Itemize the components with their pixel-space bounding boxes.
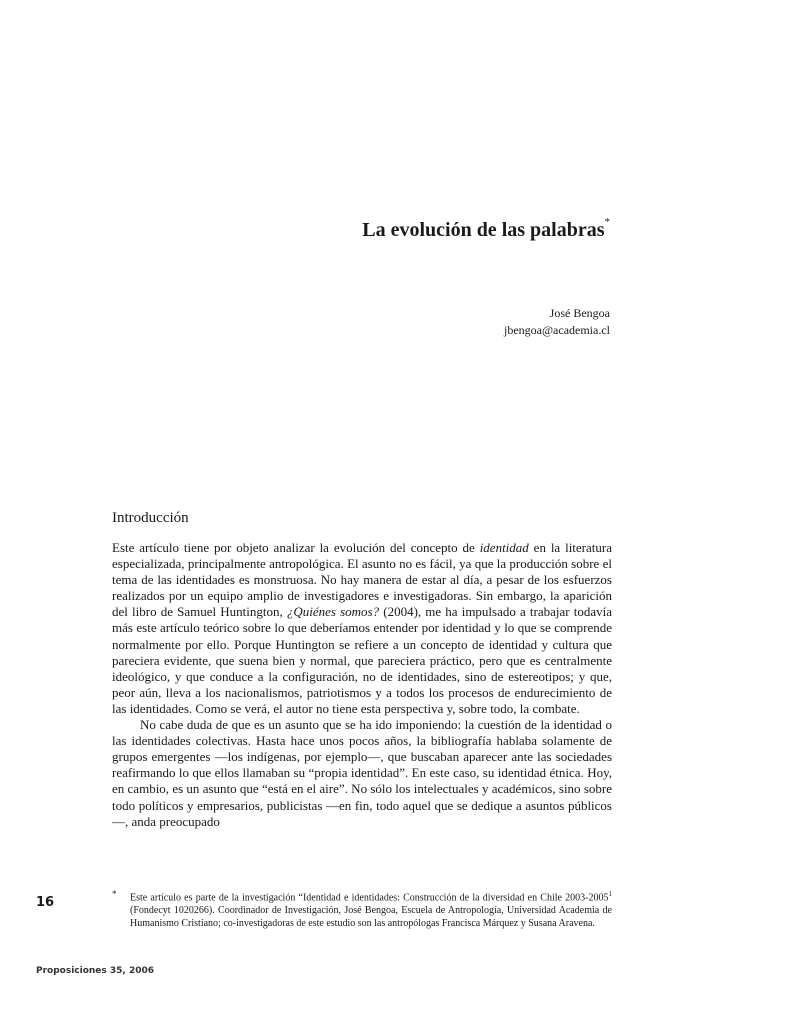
title-footnote-mark: *	[604, 216, 610, 228]
footnote-text-part-1: Este artículo es parte de la investigación “Identidad e identidades: Construcción de la diversidad en Chile 2003-2005	[130, 892, 609, 904]
paragraph-1-italic-book-title: ¿Quiénes somos?	[286, 604, 380, 620]
author-name: José Bengoa	[549, 306, 610, 320]
paragraph-1-part-3: (2004), me ha impulsado a trabajar todavía más este artículo teórico sobre lo que deberíamos entender por identidad y lo que se comprende normalmente por ello. Porque Huntington se refiere a un concepto de identidad y cultura que pareciera evidente, que suena bien y normal, que pareciera práctico, pero que es centralmente ideológico, y que conduce a la configuración, no de identidades, sino de estereotipos; y que, peor aún, lleva a los nacionalismos, patriotismos y a todos los procesos de endurecimiento de las identidades. Como se verá, el autor no tiene esta perspectiva y, sobre todo, la combate.	[112, 604, 613, 716]
author-email: jbengoa@academia.cl	[504, 323, 610, 337]
journal-footer: Proposiciones 35, 2006	[36, 966, 155, 976]
footnote-superscript: 1	[608, 890, 612, 898]
paragraph-1	[112, 540, 612, 717]
paragraph-2: No cabe duda de que es un asunto que se ha ido imponiendo: la cuestión de la identidad o las identidades colectivas. Hasta hace unos pocos años, la bibliografía hablaba solamente de grupos emergentes —los indígenas, por ejemplo—, que buscaban aparecer ante las sociedades reafirmando lo que ellos llamaban su “propia identidad”. En este caso, su identidad étnica. Hoy, en cambio, es un asunto que “está en el aire”. No sólo los intelectuales y académicos, sino sobre todo políticos y empresarios, publicistas —en fin, todo aquel que se dedique a asuntos públicos—, anda preocupado	[112, 717, 612, 829]
paragraph-1-part-1: Este artículo tiene por objeto analizar la evolución del concepto de	[112, 540, 480, 555]
page-number: 16	[36, 895, 55, 910]
paragraph-1-italic-identidad: identidad	[479, 540, 529, 555]
article-title	[362, 216, 610, 242]
author-block	[504, 305, 610, 339]
body-text	[112, 540, 612, 830]
footnote-text-part-2: (Fondecyt 1020266). Coordinador de Investigación, José Bengoa, Escuela de Antropología, Universidad Academia de Humanismo Cristiano; co-investigadoras de este estudio son las antropólogas Francisca Márquez y Susana Aravena.	[130, 905, 612, 930]
footnote	[112, 888, 612, 930]
footnote-mark: *	[112, 889, 117, 899]
footnote-text	[130, 888, 612, 930]
article-title-text: La evolución de las palabras	[362, 219, 605, 241]
section-heading: Introducción	[112, 510, 189, 526]
paragraph-1-part-2: en la literatura especializada, principalmente antropológica. El asunto no es fácil, ya que la producción sobre el tema de las identidades es monstruosa. No hay manera de estar al día, a pesar de los esfuerzos realizados por un equipo amplio de investigadores e investigadoras. Sin embargo, la aparición del libro de Samuel Huntington,	[112, 540, 612, 620]
